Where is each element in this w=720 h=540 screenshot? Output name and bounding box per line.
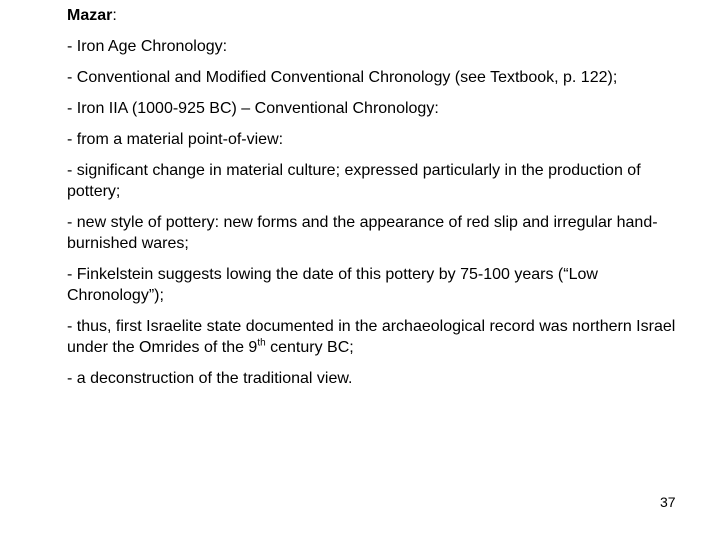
bullet-material-change: - significant change in material culture; expressed particularly in the production of pottery; <box>67 162 641 200</box>
israelite-state-text-end: century BC; <box>265 339 354 356</box>
heading-colon: : <box>112 7 117 24</box>
ordinal-superscript: th <box>257 337 266 349</box>
bullet-material-pov: - from a material point-of-view: <box>67 131 284 148</box>
slide-heading <box>67 5 697 26</box>
bullet-iron-age-chronology: - Iron Age Chronology: <box>67 38 228 55</box>
bullet-deconstruction: - a deconstruction of the traditional view. <box>67 370 353 387</box>
bullet-israelite-state <box>67 316 697 358</box>
heading-name: Mazar <box>67 7 113 24</box>
slide-body <box>67 5 697 399</box>
bullet-pottery-style: - new style of pottery: new forms and the appearance of red slip and irregular hand-burnished wares; <box>67 214 658 252</box>
bullet-conventional-chronology: - Conventional and Modified Conventional Chronology (see Textbook, p. 122); <box>67 69 618 86</box>
bullet-finkelstein: - Finkelstein suggests lowing the date of this pottery by 75-100 years (“Low Chronology”); <box>67 266 598 304</box>
israelite-state-text: - thus, first Israelite state documented in the archaeological record was northern Israel under the Omrides of the 9 <box>67 318 676 356</box>
page-number: 37 <box>660 494 676 510</box>
bullet-iron-iia: - Iron IIA (1000-925 BC) – Conventional Chronology: <box>67 100 439 117</box>
